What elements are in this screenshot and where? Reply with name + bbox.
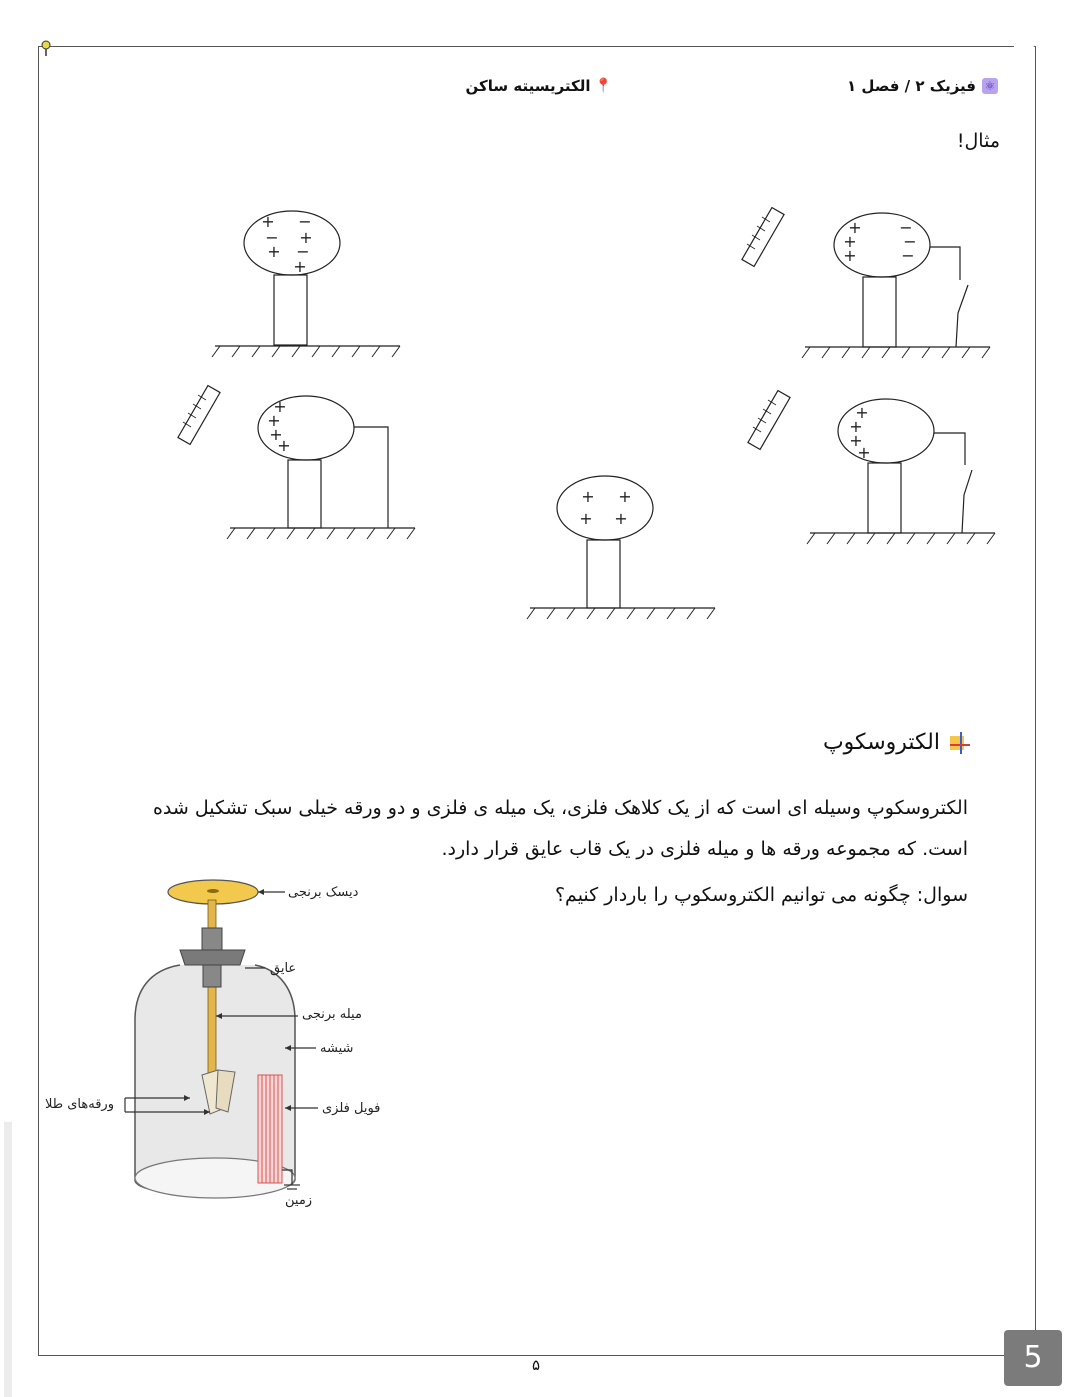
electroscope-description: الکتروسکوپ وسیله ای است که از یک کلاهک فلزی، یک میله ی فلزی و دو ورقه خیلی سبک تشکیل شده است. که مجموعه ورقه ها و میله فلزی در یک قاب عایق قرار دارد. xyxy=(152,797,968,860)
svg-text:+: + xyxy=(293,257,307,276)
pushpin-icon: 📍 xyxy=(594,78,612,94)
page-number: ۵ xyxy=(532,1356,541,1374)
svg-text:+: + xyxy=(849,431,863,450)
svg-text:−: − xyxy=(899,218,913,237)
svg-text:+: + xyxy=(579,509,593,528)
atom-icon: ⚛ xyxy=(982,78,998,94)
course-title: فیزیک ۲ / فصل ۱ xyxy=(847,77,976,95)
svg-text:+: + xyxy=(581,487,595,506)
header-topic xyxy=(466,74,612,98)
diagram-induction-wire-removed xyxy=(748,391,995,544)
svg-text:+: + xyxy=(267,411,281,430)
svg-text:+: + xyxy=(614,509,628,528)
brass-rod xyxy=(208,900,216,1080)
svg-text:−: − xyxy=(298,212,312,231)
electroscope-diagram xyxy=(40,870,400,1220)
label-disk: دیسک برنجی xyxy=(288,885,359,900)
cross-marker-icon xyxy=(948,732,970,754)
label-leaves: ورقه‌های طلا xyxy=(45,1097,114,1112)
label-glass: شیشه xyxy=(320,1041,354,1056)
label-foil: فویل فلزی xyxy=(322,1101,381,1116)
svg-text:−: − xyxy=(296,242,310,261)
section-title: الکتروسکوپ xyxy=(822,730,940,755)
insulator xyxy=(202,928,222,953)
svg-text:−: − xyxy=(265,228,279,247)
scrollbar-track[interactable] xyxy=(4,1122,12,1397)
svg-text:+: + xyxy=(261,212,275,231)
svg-text:−: − xyxy=(903,232,917,251)
svg-text:+: + xyxy=(277,436,291,455)
charge-diagrams xyxy=(150,195,1030,635)
svg-text:+: + xyxy=(269,425,283,444)
label-insulator: عایق xyxy=(270,961,297,976)
header-course xyxy=(847,74,998,98)
section-heading xyxy=(823,730,970,755)
svg-text:+: + xyxy=(849,417,863,436)
page-indicator-badge[interactable]: 5 xyxy=(1004,1330,1062,1386)
label-ground: زمین xyxy=(285,1193,313,1208)
svg-text:+: + xyxy=(848,218,862,237)
svg-text:+: + xyxy=(273,397,287,416)
svg-text:+: + xyxy=(857,443,871,462)
svg-text:−: − xyxy=(901,246,915,265)
svg-text:+: + xyxy=(267,242,281,261)
question-text: سوال: چگونه می توانیم الکتروسکوپ را باردار کنیم؟ xyxy=(554,884,968,906)
svg-text:+: + xyxy=(855,403,869,422)
pin-icon xyxy=(41,40,51,56)
diagram-induction-grounded xyxy=(178,386,415,539)
diagram-induction-switch-open xyxy=(742,208,990,358)
page-corner-fold xyxy=(1014,45,1036,61)
svg-text:+: + xyxy=(299,228,313,247)
metal-foil xyxy=(258,1075,282,1183)
example-label: مثال! xyxy=(956,130,1000,152)
svg-text:+: + xyxy=(618,487,632,506)
topic-title: الکتریسیته ساکن xyxy=(465,77,591,95)
svg-text:+: + xyxy=(843,232,857,251)
label-rod: میله برنجی xyxy=(302,1007,362,1022)
svg-text:+: + xyxy=(843,246,857,265)
